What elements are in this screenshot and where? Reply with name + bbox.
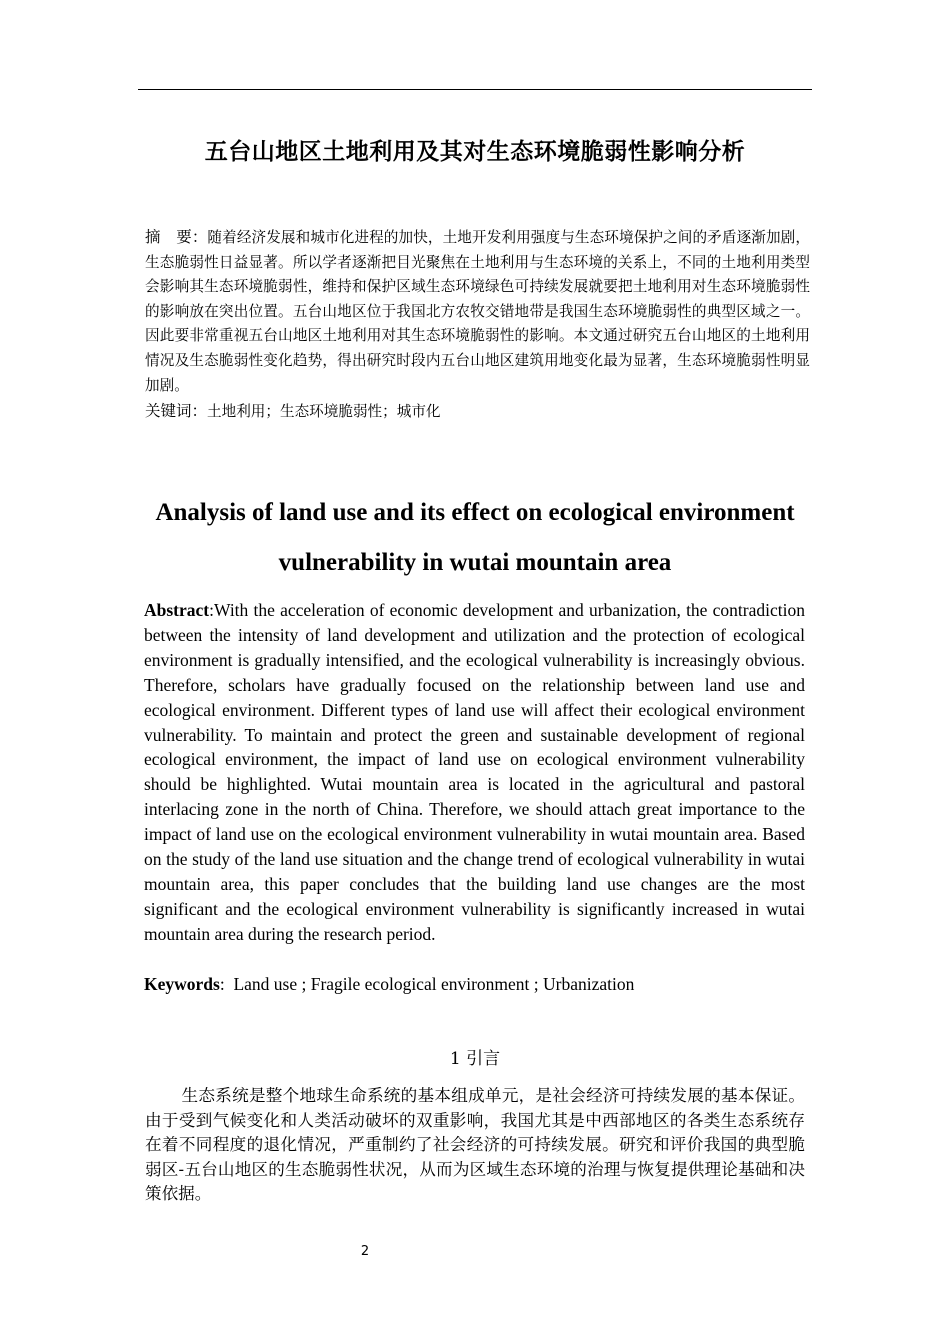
keywords-chinese-label: 关键词：	[145, 402, 208, 420]
keywords-chinese-text: 土地利用；生态环境脆弱性；城市化	[207, 403, 441, 420]
keywords-english-label: Keywords	[144, 974, 220, 994]
abstract-english-label: Abstract	[144, 600, 210, 620]
abstract-english	[144, 598, 805, 947]
keywords-english-text: Land use ; Fragile ecological environment ; Urbanization	[233, 974, 635, 994]
abstract-chinese-label: 摘 要：	[145, 228, 208, 246]
keywords-chinese	[145, 399, 810, 424]
page-number: 2	[360, 1244, 370, 1259]
title-english: Analysis of land use and its effect on ecological environment vulnerability in wutai mountain area	[155, 499, 795, 576]
abstract-english-separator: :	[209, 600, 214, 620]
title-chinese: 五台山地区土地利用及其对生态环境脆弱性影响分析	[204, 139, 746, 165]
abstract-chinese	[145, 225, 810, 398]
abstract-english-text: With the acceleration of economic development and urbanization, the contradiction between the intensity of land development and utilization and the protection of ecological environment is gradually intensified, and the ecological vulnerability is increasingly obvious. Therefore, scholars have gradually focused on the relationship between land use and ecological environment. Different types of land use will affect their ecological environment vulnerability. To maintain and protect the green and sustainable development of regional ecological environment, the impact of land use on ecological environment vulnerability should be highlighted. Wutai mountain area is located in the agricultural and pastoral interlacing zone in the north of China. Therefore, we should attach great importance to the impact of land use on the ecological environment vulnerability in wutai mountain area. Based on the study of the land use situation and the change trend of ecological vulnerability in wutai mountain area, this paper concludes that the building land use changes are the most significant and the ecological environment vulnerability is significantly increased in wutai mountain area during the research period.	[144, 600, 805, 944]
keywords-english-separator: :	[219, 974, 225, 994]
abstract-chinese-text: 随着经济发展和城市化进程的加快，土地开发利用强度与生态环境保护之间的矛盾逐渐加剧，生态脆弱性日益显著。所以学者逐渐把目光聚焦在土地利用与生态环境的关系上，不同的土地利用类型会影响其生态环境脆弱性，维持和保护区域生态环境绿色可持续发展就要把土地利用对生态环境脆弱性的影响放在突出位置。五台山地区位于我国北方农牧交错地带是我国生态环境脆弱性的典型区域之一。因此要非常重视五台山地区土地利用对其生态环境脆弱性的影响。本文通过研究五台山地区的土地利用情况及生态脆弱性变化趋势，得出研究时段内五台山地区建筑用地变化最为显著，生态环境脆弱性明显加剧。	[145, 229, 810, 394]
header-rule	[138, 89, 812, 90]
keywords-english	[144, 972, 805, 996]
section-heading-introduction: 1 引言	[449, 1049, 501, 1069]
introduction-paragraph: 生态系统是整个地球生命系统的基本组成单元，是社会经济可持续发展的基本保证。由于受到气候变化和人类活动破坏的双重影响，我国尤其是中西部地区的各类生态系统存在着不同程度的退化情况，严重制约了社会经济的可持续发展。研究和评价我国的典型脆弱区-五台山地区的生态脆弱性状况，从而为区域生态环境的治理与恢复提供理论基础和决策依据。	[145, 1086, 805, 1203]
